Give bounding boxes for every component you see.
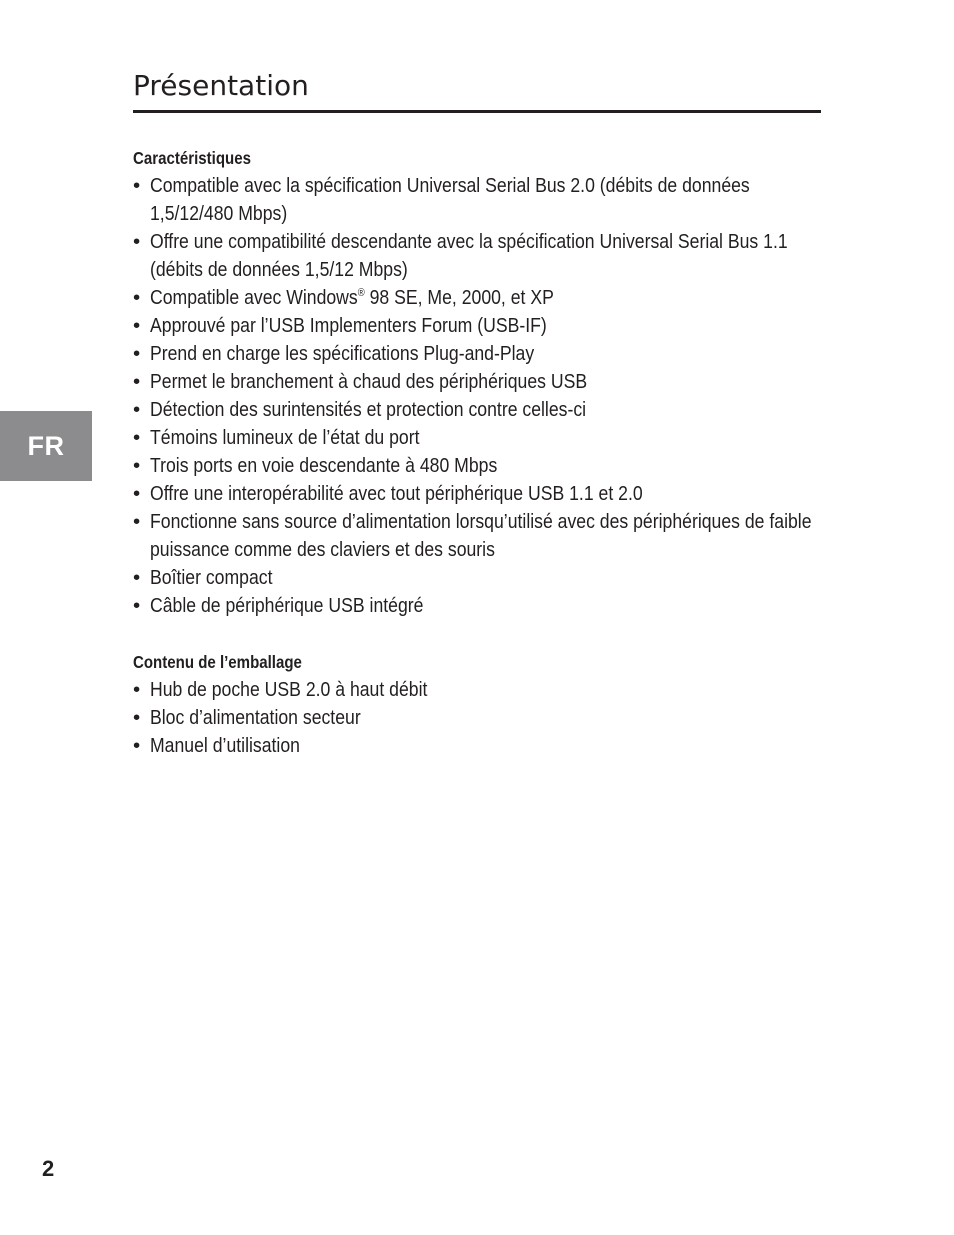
feature-item-text: Offre une compatibilité descendante avec la spécification Universal Serial Bus 1.1 (débits de données 1,5/12 Mbps) xyxy=(150,230,788,281)
feature-item-text-start: Compatible avec Windows xyxy=(150,286,358,309)
package-item xyxy=(133,676,823,704)
bullet: • xyxy=(133,594,141,617)
bullet: • xyxy=(133,398,141,421)
bullet: • xyxy=(133,342,141,365)
page-title: Présentation xyxy=(133,69,309,102)
package-item xyxy=(133,704,823,732)
feature-item-text: Approuvé par l’USB Implementers Forum (USB-IF) xyxy=(150,314,547,337)
package-contents-heading: Contenu de l’emballage xyxy=(133,652,302,672)
feature-item-text: Détection des surintensités et protection contre celles-ci xyxy=(150,398,587,421)
feature-item-text: Témoins lumineux de l’état du port xyxy=(150,426,420,449)
package-contents-list xyxy=(133,676,823,760)
package-contents-section xyxy=(133,648,823,760)
bullet: • xyxy=(133,370,141,393)
bullet: • xyxy=(133,706,141,729)
feature-item xyxy=(133,228,823,284)
feature-item-text xyxy=(150,284,821,312)
feature-item xyxy=(133,480,823,508)
feature-item xyxy=(133,564,823,592)
feature-item xyxy=(133,424,823,452)
feature-item-text: Prend en charge les spécifications Plug-and-Play xyxy=(150,342,535,365)
feature-item-text: Offre une interopérabilité avec tout périphérique USB 1.1 et 2.0 xyxy=(150,482,643,505)
bullet: • xyxy=(133,482,141,505)
feature-item xyxy=(133,396,823,424)
package-item-text: Hub de poche USB 2.0 à haut débit xyxy=(150,678,428,701)
feature-item-text-end: 98 SE, Me, 2000, et XP xyxy=(364,286,554,309)
feature-item-text: Permet le branchement à chaud des périphériques USB xyxy=(150,370,588,393)
bullet: • xyxy=(133,426,141,449)
package-item xyxy=(133,732,823,760)
page-number: 2 xyxy=(42,1156,55,1181)
feature-item-text: Trois ports en voie descendante à 480 Mbps xyxy=(150,454,498,477)
features-heading: Caractéristiques xyxy=(133,148,251,168)
bullet: • xyxy=(133,314,141,337)
feature-item-text: Compatible avec la spécification Universal Serial Bus 2.0 (débits de données 1,5/12/480 Mbps) xyxy=(150,174,750,225)
feature-item xyxy=(133,340,823,368)
feature-item xyxy=(133,312,823,340)
bullet: • xyxy=(133,734,141,757)
bullet: • xyxy=(133,678,141,701)
feature-item-text: Câble de périphérique USB intégré xyxy=(150,594,424,617)
registered-trademark: ® xyxy=(357,287,365,300)
features-list xyxy=(133,172,823,620)
title-rule xyxy=(133,110,821,113)
package-item-text: Bloc d’alimentation secteur xyxy=(150,706,361,729)
bullet: • xyxy=(133,286,141,309)
feature-item-text: Fonctionne sans source d’alimentation lorsqu’utilisé avec des périphériques de faible puissance comme des claviers et des souris xyxy=(150,510,812,561)
bullet: • xyxy=(133,566,141,589)
feature-item xyxy=(133,592,823,620)
feature-item xyxy=(133,284,823,312)
language-tab: FR xyxy=(0,411,92,481)
feature-item xyxy=(133,452,823,480)
features-section xyxy=(133,144,823,620)
package-item-text: Manuel d’utilisation xyxy=(150,734,300,757)
feature-item xyxy=(133,368,823,396)
bullet: • xyxy=(133,510,141,533)
feature-item xyxy=(133,508,823,564)
bullet: • xyxy=(133,230,141,253)
bullet: • xyxy=(133,454,141,477)
bullet: • xyxy=(133,174,141,197)
feature-item xyxy=(133,172,823,228)
feature-item-text: Boîtier compact xyxy=(150,566,273,589)
